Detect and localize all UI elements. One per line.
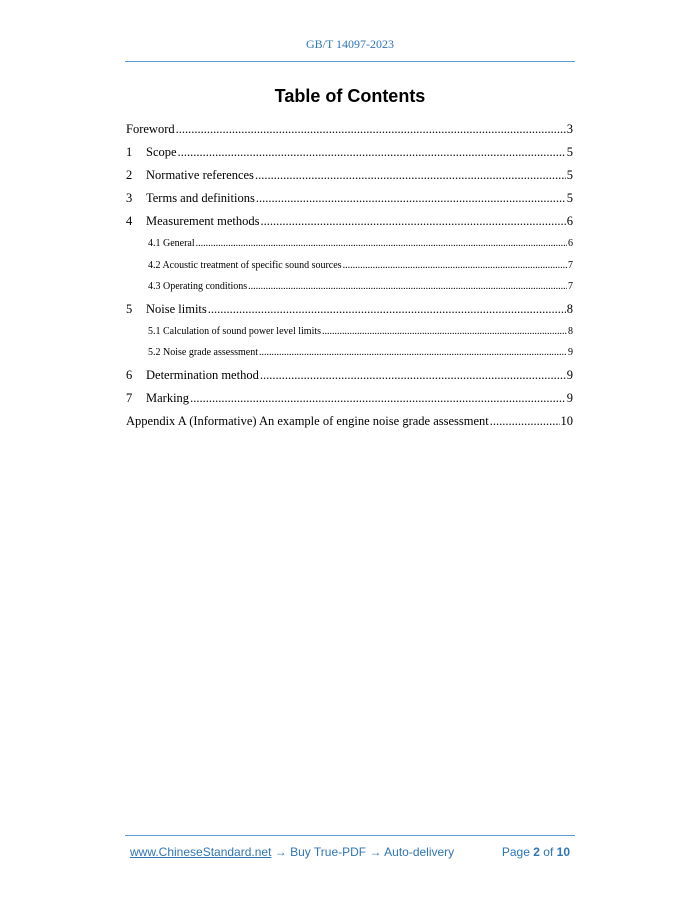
toc-entry-label: Measurement methods: [146, 214, 260, 228]
toc-entry[interactable]: [126, 141, 573, 164]
toc-entry[interactable]: [126, 342, 573, 364]
dot-leader: [343, 255, 567, 277]
toc-entry-label: Foreword: [126, 122, 175, 136]
dot-leader: [255, 164, 566, 187]
dot-leader: [208, 298, 566, 321]
toc-entry[interactable]: [126, 364, 573, 387]
toc-entry-number: 6: [126, 367, 133, 382]
page-of: of: [543, 845, 554, 859]
toc-entry-page: 8: [566, 301, 573, 316]
toc-entry-label: 5.1 Calculation of sound power level limits: [148, 325, 322, 337]
toc-entry[interactable]: [126, 387, 573, 410]
toc-entry-label: Noise limits: [146, 301, 207, 316]
footer-divider: [125, 835, 575, 836]
toc-entry-page: 5: [566, 191, 573, 205]
toc-entry[interactable]: [126, 210, 573, 233]
dot-leader: [322, 321, 567, 343]
toc-entry-page: 7: [568, 281, 573, 292]
total-pages: 10: [556, 845, 570, 859]
site-link[interactable]: www.ChineseStandard.net: [130, 845, 272, 859]
dot-leader: [260, 364, 566, 387]
standard-code: GB/T 14097-2023: [305, 37, 395, 51]
page-word: Page: [501, 845, 530, 859]
toc-entry-label: 4.3 Operating conditions: [148, 281, 248, 292]
dot-leader: [256, 187, 566, 210]
toc-entry[interactable]: [126, 255, 573, 277]
toc-entry-page: 9: [568, 347, 573, 358]
page-indicator: [502, 845, 570, 859]
toc-entry-page: 6: [568, 238, 573, 249]
toc-entry-label: Determination method: [146, 367, 259, 382]
footer-links: [130, 845, 454, 859]
arrow-icon: →: [271, 845, 291, 859]
current-page: 2: [533, 845, 540, 859]
toc-entry-page: 7: [568, 259, 573, 271]
toc-entry-label: Marking: [146, 390, 190, 405]
toc-entry-number: 4: [126, 214, 133, 228]
dot-leader: [248, 276, 567, 298]
dot-leader: [178, 141, 566, 164]
toc-entry-number: 2: [126, 168, 133, 182]
toc-entry-label: Appendix A (Informative) An example of engine noise grade assessment: [126, 413, 489, 428]
toc-entry-label: 4.2 Acoustic treatment of specific sound sources: [148, 259, 342, 271]
toc-list: [126, 118, 573, 433]
toc-entry-page: 3: [566, 122, 573, 136]
toc-entry[interactable]: [126, 298, 573, 321]
header-divider: [125, 61, 575, 62]
toc-entry-label: 4.1 General: [148, 238, 195, 249]
toc-title: Table of Contents: [274, 86, 426, 106]
toc-entry-number: 5: [126, 301, 133, 316]
toc-entry-label: 5.2 Noise grade assessment: [148, 347, 258, 358]
arrow-icon: →: [366, 845, 385, 859]
toc-entry[interactable]: [126, 233, 573, 255]
dot-leader: [490, 410, 560, 433]
toc-entry-page: 8: [568, 325, 573, 337]
toc-entry[interactable]: [126, 321, 573, 343]
toc-entry-page: 10: [560, 413, 573, 428]
toc-entry-page: 6: [566, 214, 573, 228]
toc-entry-page: 9: [566, 390, 573, 405]
toc-entry-label: Normative references: [146, 168, 254, 182]
toc-entry[interactable]: [126, 164, 573, 187]
dot-leader: [259, 342, 567, 364]
toc-entry-number: 1: [126, 145, 133, 159]
toc-entry-page: 5: [566, 168, 573, 182]
toc-entry-label: Terms and definitions: [146, 191, 255, 205]
toc-entry[interactable]: [126, 118, 573, 141]
toc-entry-number: 3: [126, 191, 133, 205]
toc-entry-number: 7: [126, 390, 133, 405]
toc-entry-label: Scope: [146, 145, 177, 159]
dot-leader: [196, 233, 567, 255]
auto-delivery-text: Auto-delivery: [384, 845, 455, 859]
toc-entry-page: 5: [566, 145, 573, 159]
toc-entry[interactable]: [126, 187, 573, 210]
toc-entry[interactable]: [126, 410, 573, 433]
toc-entry-page: 9: [566, 367, 573, 382]
buy-pdf-text: Buy True-PDF: [290, 845, 367, 859]
toc-entry[interactable]: [126, 276, 573, 298]
dot-leader: [261, 210, 566, 233]
dot-leader: [176, 118, 566, 141]
dot-leader: [190, 387, 566, 410]
